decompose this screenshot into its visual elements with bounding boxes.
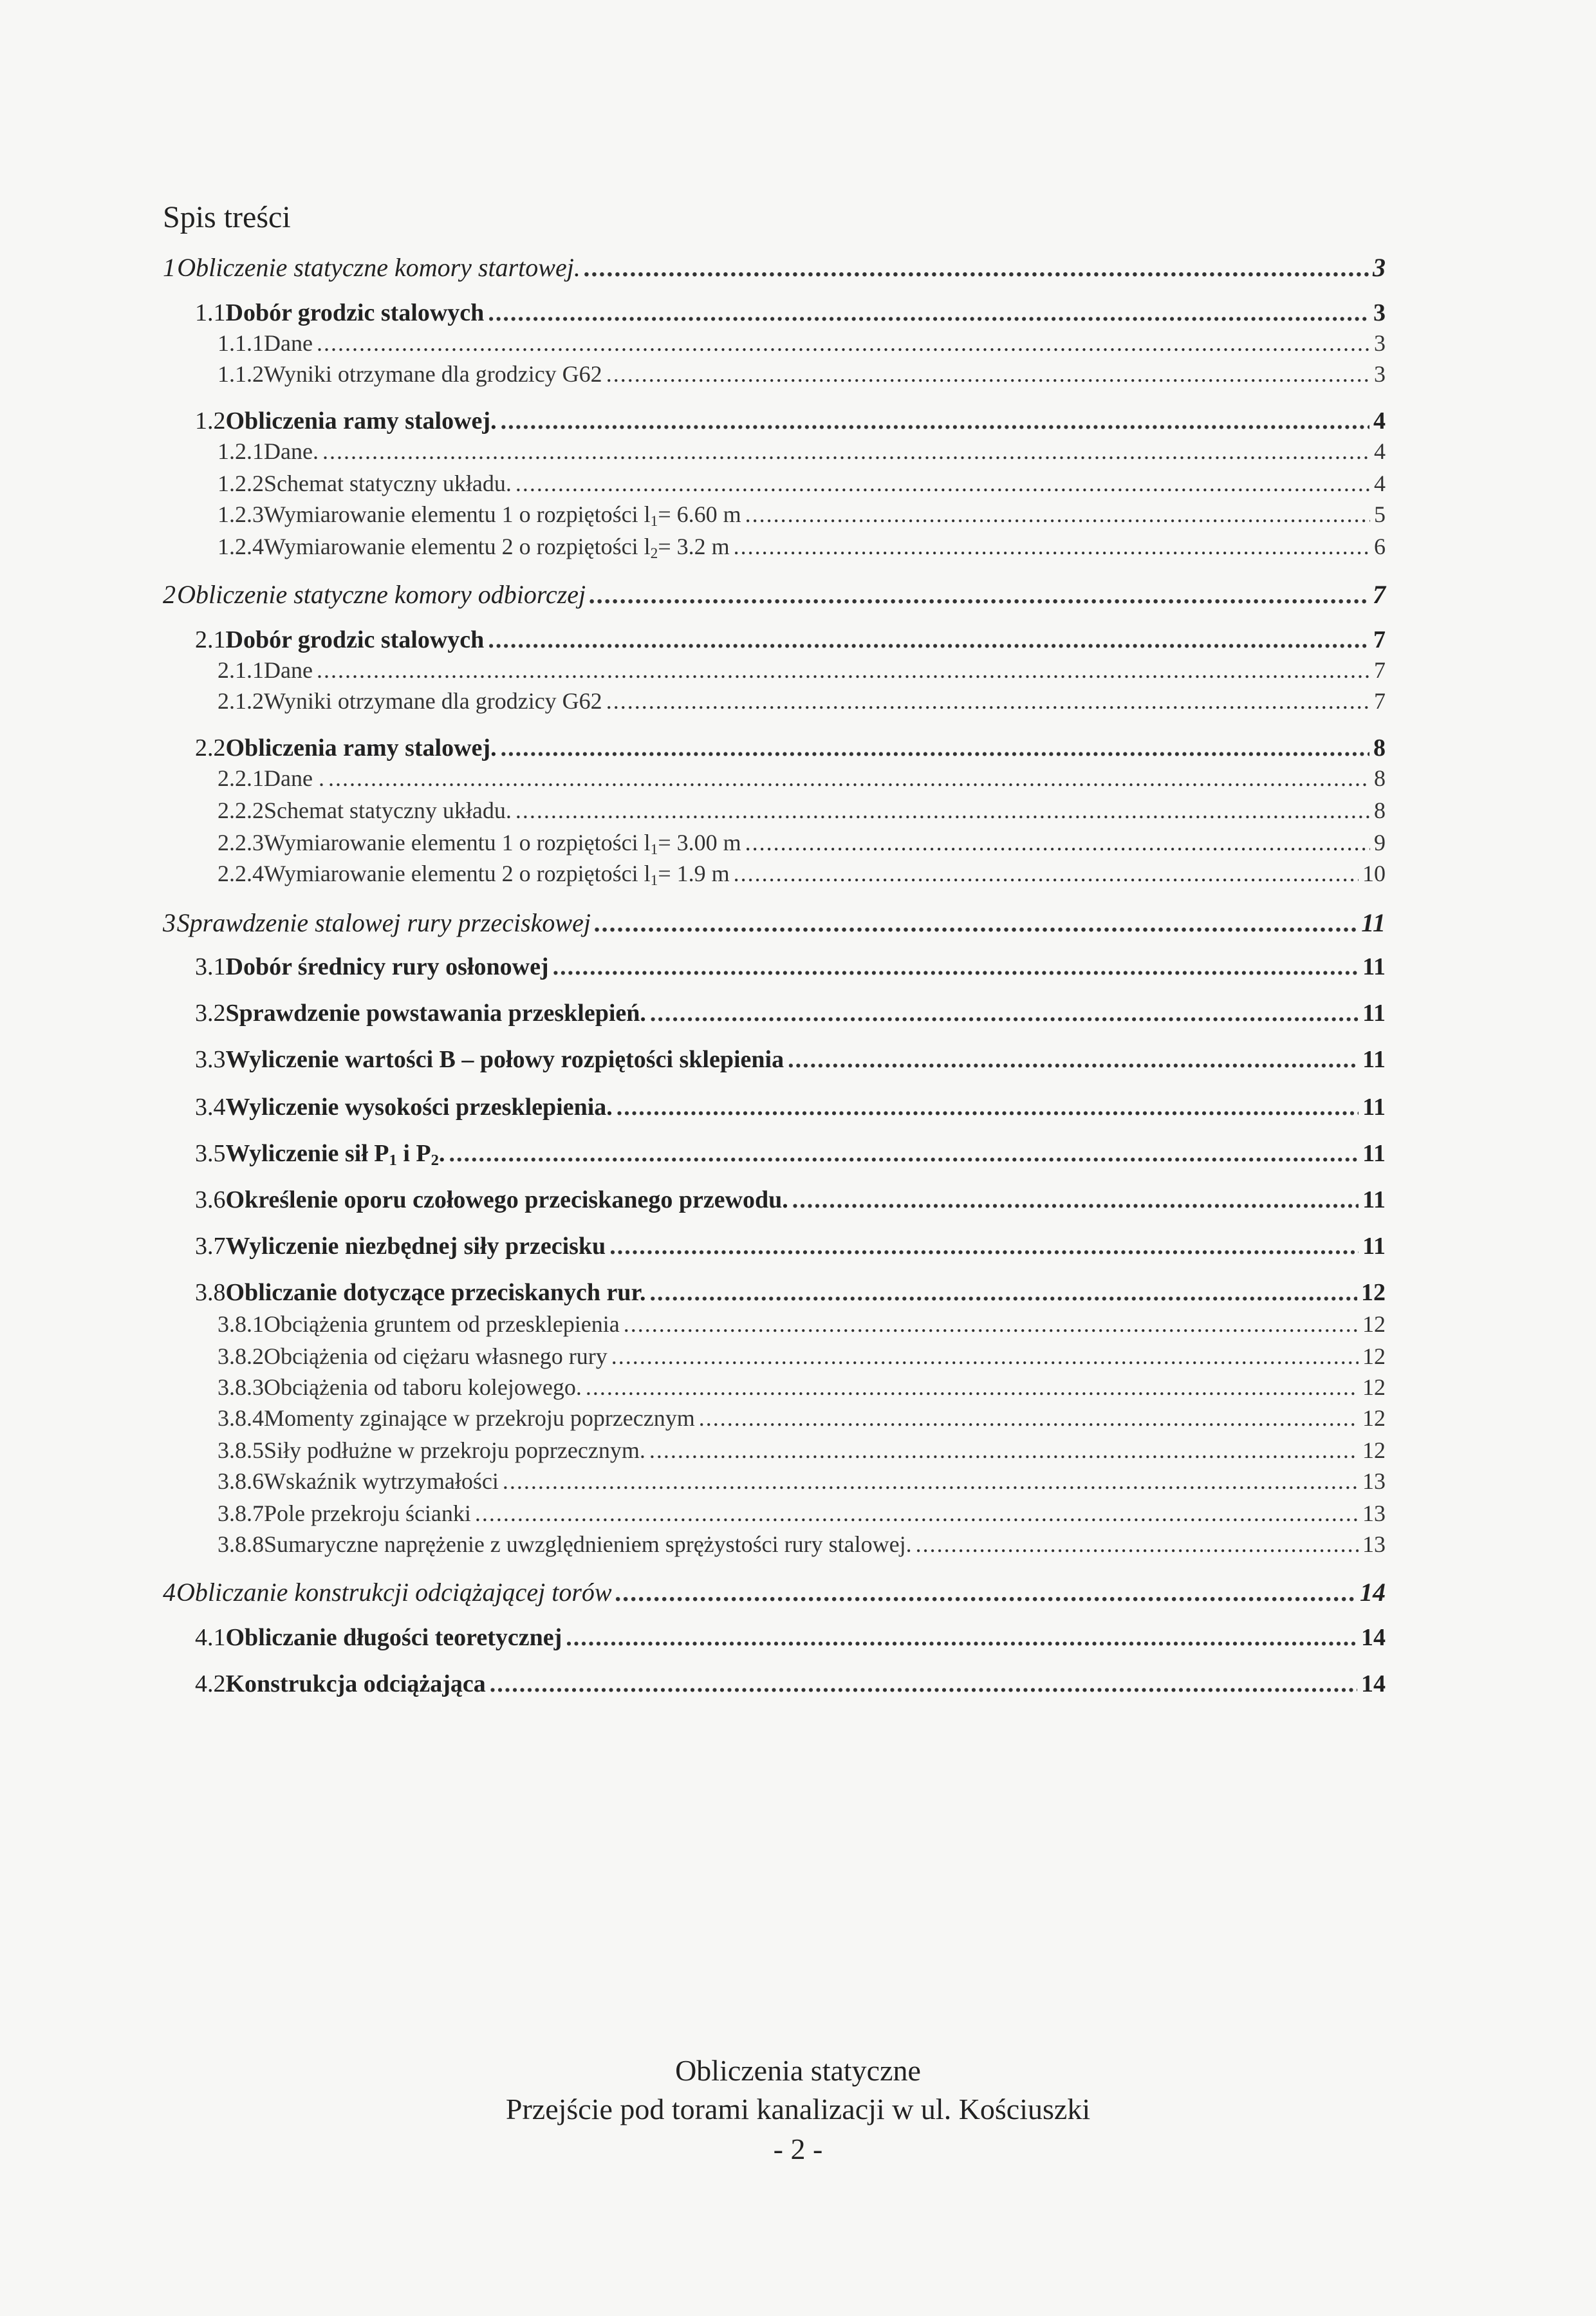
toc-entry-2-1[interactable] (195, 626, 1386, 654)
toc-entry-number: 3.5 (195, 1140, 226, 1167)
footer-subtitle: Przejście pod torami kanalizacji w ul. Kościuszki (505, 2093, 1091, 2125)
toc-entry-3-6[interactable] (195, 1186, 1386, 1214)
toc-entry-3-8-6[interactable] (218, 1468, 1386, 1495)
dot-leader (449, 1139, 1359, 1168)
toc-entry-number: 1.1 (195, 299, 226, 326)
toc-entry-number: 2.1.1 (218, 657, 264, 683)
toc-entry-title: Momenty zginające w przekroju poprzecznym (264, 1405, 695, 1431)
toc-entry-page-number: 10 (1362, 861, 1386, 886)
dot-leader (595, 908, 1357, 938)
dot-leader (328, 765, 1370, 792)
toc-entry-title: Dane. (264, 438, 319, 464)
toc-entry-4-2[interactable] (195, 1670, 1386, 1698)
toc-entry-page-number: 14 (1361, 1670, 1386, 1697)
toc-entry-page-number: 11 (1362, 1140, 1386, 1167)
toc-entry-title: Sumaryczne naprężenie z uwzględnieniem sprężystości rury stalowej. (264, 1531, 912, 1557)
toc-entry-title: Dobór średnicy rury osłonowej (225, 953, 549, 980)
toc-entry-page-number: 7 (1374, 657, 1386, 683)
dot-leader (792, 1186, 1359, 1214)
toc-entry-1-2[interactable] (195, 407, 1386, 435)
toc-entry-3-7[interactable] (195, 1232, 1386, 1260)
toc-entry-1-2-4[interactable] (218, 533, 1386, 563)
toc-entry-page-number: 14 (1360, 1578, 1386, 1607)
dot-leader (916, 1531, 1359, 1558)
toc-entry-number: 2.2.2 (218, 798, 264, 823)
toc-entry-title: Obliczenia ramy stalowej. (225, 407, 497, 434)
toc-entry-number: 3.8.8 (218, 1531, 264, 1557)
footer-page-number: - 2 - (773, 2133, 823, 2165)
toc-entry-number: 3.8.7 (218, 1500, 264, 1526)
toc-entry-title: Wymiarowanie elementu 1 o rozpiętości $l_1= 3.00$ m (264, 830, 741, 858)
toc-entry-3-1[interactable] (195, 953, 1386, 981)
toc-entry-3[interactable] (163, 908, 1386, 938)
toc-entry-page-number: 7 (1373, 626, 1386, 653)
footer-title: Obliczenia statyczne (675, 2054, 921, 2087)
toc-entry-page-number: 12 (1362, 1343, 1386, 1369)
toc-entry-3-8-7[interactable] (218, 1500, 1386, 1527)
toc-entry-page-number: 7 (1374, 688, 1386, 714)
toc-entry-title: Dane (264, 657, 313, 683)
toc-entry-page-number: 13 (1362, 1468, 1386, 1494)
dot-leader (617, 1093, 1359, 1121)
toc-entry-page-number: 11 (1361, 908, 1386, 937)
dot-leader (611, 1343, 1359, 1370)
toc-entry-page-number: 12 (1362, 1374, 1386, 1400)
toc-entry-number: 3.8.2 (218, 1343, 264, 1369)
toc-entry-2-2[interactable] (195, 734, 1386, 762)
toc-entry-number: 1.2.3 (218, 501, 264, 527)
toc-entry-number: 3.8.5 (218, 1437, 264, 1463)
dot-leader (650, 999, 1359, 1027)
toc-entry-number: 3.2 (195, 1000, 226, 1027)
toc-entry-title: Schemat statyczny układu. (264, 798, 512, 823)
toc-entry-2-2-4[interactable] (218, 860, 1386, 890)
dot-leader (649, 1278, 1357, 1307)
dot-leader (649, 1437, 1359, 1464)
toc-entry-title: Sprawdzenie stalowej rury przeciskowej (176, 908, 591, 937)
toc-entry-number: 3 (163, 908, 176, 937)
toc-entry-2-2-2[interactable] (218, 797, 1386, 824)
toc-entry-title: Wyniki otrzymane dla grodzicy G62 (264, 688, 602, 714)
dot-leader (503, 1468, 1359, 1495)
dot-leader (475, 1500, 1359, 1527)
toc-entry-number: 1.2 (195, 407, 226, 434)
dot-leader (734, 860, 1359, 887)
toc-entry-1-2-2[interactable] (218, 470, 1386, 497)
toc-entry-number: 2.2.4 (218, 861, 264, 886)
dot-leader (566, 1623, 1357, 1652)
toc-entry-number: 3.8.4 (218, 1405, 264, 1431)
toc-entry-number: 3.4 (195, 1094, 226, 1121)
toc-entry-number: 4 (163, 1578, 176, 1607)
toc-entry-number: 4.2 (195, 1670, 226, 1697)
toc-entry-3-8[interactable] (195, 1278, 1386, 1307)
toc-entry-3-8-2[interactable] (218, 1343, 1386, 1370)
toc-entry-1-1-1[interactable] (218, 330, 1386, 357)
toc-entry-3-8-8[interactable] (218, 1531, 1386, 1558)
toc-entry-3-3[interactable] (195, 1045, 1386, 1074)
toc-entry-number: 1.2.4 (218, 534, 264, 559)
toc-entry-1-1[interactable] (195, 299, 1386, 327)
dot-leader (788, 1045, 1359, 1074)
toc-entry-1-2-3[interactable] (218, 501, 1386, 530)
toc-entry-title: Dobór grodzic stalowych (225, 626, 485, 653)
dot-leader (609, 1232, 1359, 1260)
toc-entry-number: 1 (163, 253, 176, 282)
toc-entry-1-1-2[interactable] (218, 360, 1386, 388)
toc-entry-title: Wyliczenie niezbędnej siły przecisku (225, 1233, 606, 1260)
toc-entry-title: Wymiarowanie elementu 2 o rozpiętości $l_2= 3.2$ m (264, 534, 730, 562)
toc-entry-title: Obliczenie statyczne komory odbiorczej (177, 580, 586, 609)
toc-entry-title: Wyliczenie wysokości przesklepienia. (225, 1094, 613, 1121)
dot-leader (745, 501, 1370, 528)
toc-entry-number: 3.3 (195, 1046, 226, 1073)
toc-entry-title: Wskaźnik wytrzymałości (264, 1468, 499, 1494)
toc-entry-page-number: 8 (1374, 765, 1386, 791)
toc-entry-number: 3.1 (195, 953, 226, 980)
toc-entry-page-number: 12 (1362, 1405, 1386, 1431)
dot-leader (317, 657, 1370, 684)
toc-entry-2-1-1[interactable] (218, 657, 1386, 684)
toc-entry-page-number: 6 (1374, 534, 1386, 559)
toc-entry-page-number: 11 (1362, 1186, 1386, 1213)
toc-entry-3-5[interactable] (195, 1139, 1386, 1170)
dot-leader (616, 1577, 1356, 1607)
toc-entry-page-number: 3 (1374, 361, 1386, 387)
toc-entry-title: Konstrukcja odciążająca (225, 1670, 486, 1697)
toc-entry-page-number: 12 (1362, 1311, 1386, 1337)
dot-leader (490, 1670, 1357, 1698)
toc-entry-number: 3.6 (195, 1186, 226, 1213)
toc-entry-title: Pole przekroju ścianki (264, 1500, 471, 1526)
toc-entry-number: 2.1 (195, 626, 226, 653)
dot-leader (745, 829, 1370, 856)
toc-entry-title: Określenie oporu czołowego przeciskanego przewodu. (225, 1186, 788, 1213)
dot-leader (606, 360, 1370, 388)
toc-entry-2[interactable] (163, 579, 1386, 610)
toc-entry-title: Obciążenia od taboru kolejowego. (264, 1374, 582, 1400)
toc-entry-page-number: 8 (1374, 798, 1386, 823)
toc-entry-title: Obciążenia od ciężaru własnego rury (264, 1343, 608, 1369)
toc-entry-page-number: 14 (1361, 1624, 1386, 1651)
toc-entry-page-number: 3 (1373, 253, 1386, 282)
toc-entry-title: Wymiarowanie elementu 1 o rozpiętości $l_1= 6.60$ m (264, 501, 741, 530)
toc-entry-3-8-1[interactable] (218, 1311, 1386, 1338)
toc-entry-title: Sprawdzenie powstawania przesklepień. (225, 1000, 646, 1027)
toc-entry-page-number: 8 (1373, 734, 1386, 761)
dot-leader (584, 252, 1369, 283)
toc-entry-title: Wyniki otrzymane dla grodzicy G62 (264, 361, 602, 387)
toc-entry-page-number: 7 (1373, 580, 1386, 609)
dot-leader (501, 734, 1369, 762)
toc-entry-title: Obliczenie statyczne komory startowej. (177, 253, 580, 282)
toc-entry-number: 3.8.6 (218, 1468, 264, 1494)
toc-entry-title: Obliczanie długości teoretycznej (225, 1624, 562, 1651)
toc-entry-number: 3.8.1 (218, 1311, 264, 1337)
dot-leader (734, 533, 1370, 560)
toc-entry-number: 1.1.1 (218, 330, 264, 356)
toc-entry-title: Dane . (264, 765, 324, 791)
toc-entry-title: Obliczenia ramy stalowej. (225, 734, 497, 761)
dot-leader (488, 299, 1369, 327)
toc-entry-title: Obliczanie konstrukcji odciążającej torów (176, 1578, 612, 1607)
dot-leader (515, 470, 1370, 497)
toc-entry-title: Obciążenia gruntem od przesklepienia (264, 1311, 620, 1337)
toc-entry-title: Obliczanie dotyczące przeciskanych rur. (225, 1279, 646, 1306)
toc-entry-3-8-5[interactable] (218, 1437, 1386, 1464)
toc-entry-2-2-1[interactable] (218, 765, 1386, 792)
toc-entry-3-8-3[interactable] (218, 1374, 1386, 1401)
dot-leader (606, 687, 1370, 714)
toc-entry-3-8-4[interactable] (218, 1405, 1386, 1432)
dot-leader (501, 407, 1369, 435)
toc-entry-title: Schemat statyczny układu. (264, 471, 512, 496)
dot-leader (322, 438, 1370, 465)
toc-entry-title: Dobór grodzic stalowych (225, 299, 485, 326)
toc-entry-number: 2 (163, 580, 176, 609)
toc-entry-4[interactable] (163, 1577, 1386, 1607)
toc-entry-page-number: 3 (1373, 299, 1386, 326)
dot-leader (589, 579, 1369, 610)
toc-entry-page-number: 12 (1361, 1279, 1386, 1306)
dot-leader (624, 1311, 1359, 1338)
toc-entry-number: 2.2.1 (218, 765, 264, 791)
toc-entry-number: 4.1 (195, 1624, 226, 1651)
toc-entry-2-1-2[interactable] (218, 687, 1386, 714)
toc-entry-number: 3.8.3 (218, 1374, 264, 1400)
toc-entry-page-number: 11 (1362, 1094, 1386, 1121)
toc-entry-number: 2.2.3 (218, 830, 264, 855)
toc-entry-number: 3.8 (195, 1279, 226, 1306)
toc-entry-title: Wyliczenie sił $P_1$ i $P_2$. (225, 1140, 445, 1170)
toc-entry-number: 1.1.2 (218, 361, 264, 387)
toc-entry-number: 2.2 (195, 734, 226, 761)
toc-entry-title: Wyliczenie wartości B – połowy rozpiętości sklepienia (225, 1046, 784, 1073)
toc-entry-number: 1.2.1 (218, 438, 264, 464)
toc-entry-page-number: 4 (1374, 471, 1386, 496)
toc-entry-number: 1.2.2 (218, 471, 264, 496)
toc-entry-title: Dane (264, 330, 313, 356)
toc-entry-1[interactable] (163, 252, 1386, 283)
toc-entry-page-number: 5 (1374, 501, 1386, 527)
toc-entry-page-number: 11 (1362, 1233, 1386, 1260)
toc-entry-number: 3.7 (195, 1233, 226, 1260)
toc-entry-4-1[interactable] (195, 1623, 1386, 1652)
toc-entry-page-number: 11 (1362, 1000, 1386, 1027)
toc-entry-page-number: 9 (1374, 830, 1386, 855)
toc-entry-number: 2.1.2 (218, 688, 264, 714)
toc-entry-2-2-3[interactable] (218, 829, 1386, 859)
toc-entry-page-number: 11 (1362, 1046, 1386, 1073)
toc-entry-3-2[interactable] (195, 999, 1386, 1027)
toc-entry-1-2-1[interactable] (218, 438, 1386, 465)
toc-entry-title: Siły podłużne w przekroju poprzecznym. (264, 1437, 645, 1463)
toc-entry-page-number: 4 (1374, 438, 1386, 464)
dot-leader (586, 1374, 1359, 1401)
toc-entry-title: Wymiarowanie elementu 2 o rozpiętości $l_1= 1.9$ m (264, 861, 730, 889)
dot-leader (488, 626, 1369, 654)
toc-entry-3-4[interactable] (195, 1093, 1386, 1121)
toc-entry-page-number: 4 (1373, 407, 1386, 434)
toc-entry-page-number: 13 (1362, 1500, 1386, 1526)
dot-leader (699, 1405, 1359, 1432)
toc-heading: Spis treści (163, 200, 291, 234)
dot-leader (515, 797, 1370, 824)
toc-entry-page-number: 3 (1374, 330, 1386, 356)
toc-entry-page-number: 12 (1362, 1437, 1386, 1463)
dot-leader (317, 330, 1370, 357)
toc-entry-page-number: 13 (1362, 1531, 1386, 1557)
toc-entry-page-number: 11 (1362, 953, 1386, 980)
dot-leader (553, 953, 1359, 981)
